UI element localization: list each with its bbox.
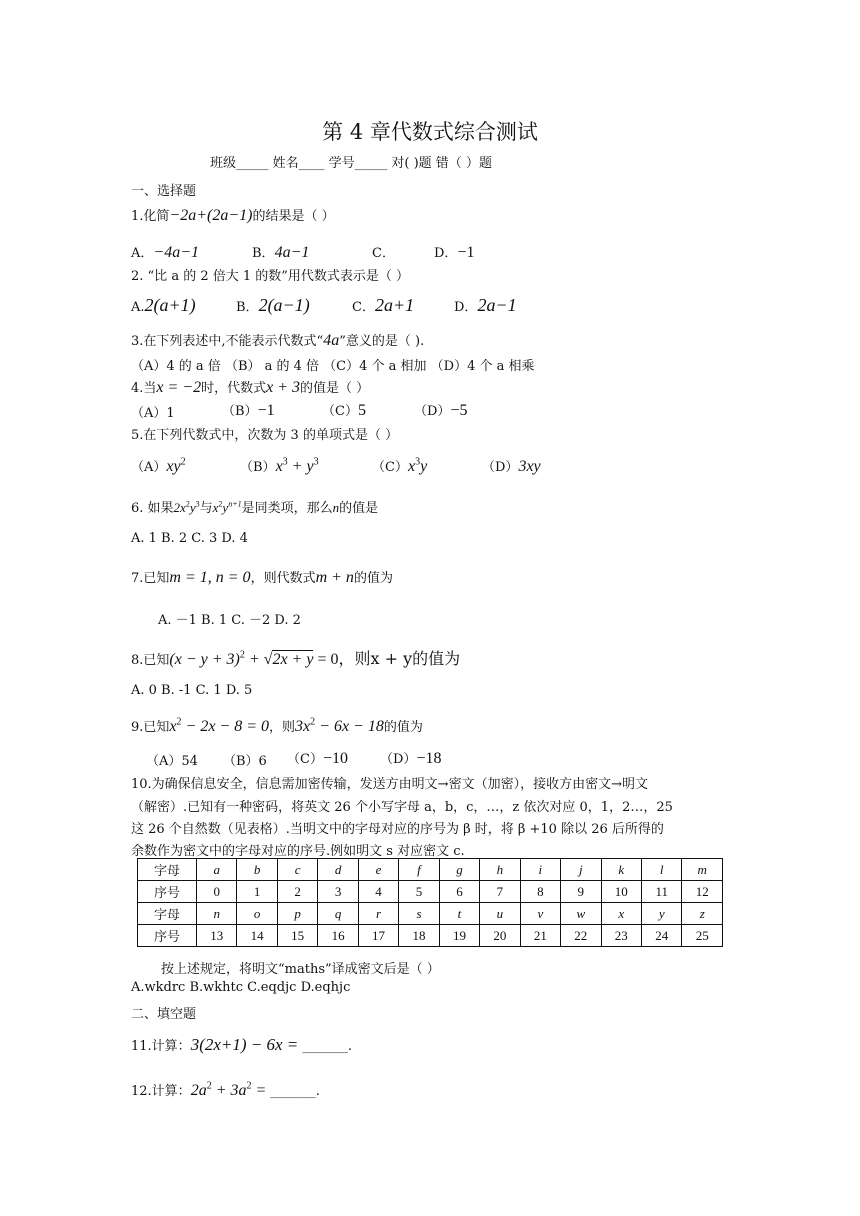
q4-option-b-wrap: [222, 400, 275, 420]
table-cell: 14: [237, 925, 277, 947]
table-cell: k: [601, 859, 641, 881]
q7-stem: 7.已知: [131, 571, 170, 586]
question-7: [131, 567, 393, 587]
q2-option-a-label: A.: [131, 300, 145, 315]
q1-option-a-label: A．: [131, 246, 154, 261]
table-cell: 19: [439, 925, 479, 947]
header-info-line: 班级_____ 姓名____ 学号_____ 对( )题 错（ ）题: [210, 156, 492, 171]
q5-option-b: $x^3 + y^3$: [275, 456, 319, 475]
q5-option-a-wrap: [131, 456, 186, 476]
q5-option-d-label: （D）: [482, 460, 519, 475]
section-heading-choice: 一、选择题: [131, 184, 197, 199]
q2-option-b: 2(a−1): [258, 295, 310, 315]
question-5: 5.在下列代数式中，次数为 3 的单项式是（ ）: [131, 428, 399, 443]
q10-options: A.wkdrc B.wkhtc C.eqdjc D.eqhjc: [131, 980, 351, 995]
table-row-label: 字母: [138, 859, 197, 881]
table-cell: 25: [682, 925, 723, 947]
q7-tail: 的值为: [353, 571, 393, 586]
q7-expression-2: m + n: [315, 569, 354, 586]
q3-options: （A）4 的 a 倍 （B） a 的 4 倍 （C）4 个 a 相加 （D）4 个 a 相乘: [131, 359, 535, 374]
table-cell: 0: [197, 881, 237, 903]
q1-option-b: 4a−1: [274, 244, 310, 261]
q2-option-d-label: D．: [454, 300, 478, 315]
q1-option-b-wrap: [252, 242, 309, 262]
table-cell: y: [641, 903, 681, 925]
table-row-label: 字母: [138, 903, 197, 925]
table-cell: o: [237, 903, 277, 925]
q2-option-a-wrap: [131, 295, 196, 316]
table-cell: 15: [277, 925, 317, 947]
q2-option-b-label: B．: [236, 300, 259, 315]
q1-option-d-wrap: [434, 242, 474, 262]
table-cell: 24: [641, 925, 681, 947]
q5-option-b-wrap: [240, 456, 319, 476]
q1-options: [131, 242, 199, 262]
q5-option-c-wrap: [372, 456, 427, 476]
q1-option-c-label: C．: [372, 246, 395, 261]
table-cell: 22: [561, 925, 601, 947]
q7-mid: ，则代数式: [250, 571, 316, 586]
q10-question: 按上述规定，将明文“maths”译成密文后是（ ）: [161, 962, 440, 977]
table-cell: 3: [318, 881, 358, 903]
q7-options: A. －1 B. 1 C. －2 D. 2: [158, 613, 301, 628]
q12-stem: 12.计算：: [131, 1084, 191, 1099]
table-cell: 20: [480, 925, 520, 947]
q9-option-a: （A）54: [146, 754, 198, 769]
q5-option-d: 3xy: [518, 458, 541, 475]
q8-stem: 8.已知: [131, 653, 170, 668]
q6-end: 的值是: [339, 501, 379, 516]
q4-mid: 时，代数式: [201, 381, 267, 396]
table-row: [138, 925, 723, 947]
table-cell: f: [399, 859, 439, 881]
q4-option-c: 5: [357, 402, 366, 419]
question-8: [131, 646, 460, 669]
table-cell: j: [561, 859, 601, 881]
q1-tail: 的结果是（ ）: [252, 209, 335, 224]
q10-line-2: （解密）.已知有一种密码，将英文 26 个小写字母 a，b，c，…，z 依次对应 0，1，2…，25: [131, 800, 673, 815]
q5-option-a: $xy^2$: [166, 456, 186, 475]
table-cell: l: [641, 859, 681, 881]
q6-options: A. 1 B. 2 C. 3 D. 4: [131, 531, 248, 546]
table-cell: n: [197, 903, 237, 925]
q5-option-c: $x^3y$: [407, 456, 428, 475]
table-cell: 12: [682, 881, 723, 903]
question-12: [131, 1080, 320, 1100]
q9-option-b: （B）6: [223, 754, 267, 769]
table-cell: h: [480, 859, 520, 881]
section-heading-fill: 二、填空题: [131, 1007, 197, 1022]
q6-tail: 是同类项，那么: [241, 501, 333, 516]
question-3: [131, 330, 424, 350]
table-cell: u: [480, 903, 520, 925]
q8-options: A. 0 B. -1 C. 1 D. 5: [131, 683, 253, 698]
q11-expression: 3(2x+1) − 6x =: [190, 1035, 299, 1054]
q5-option-d-wrap: [482, 456, 541, 476]
table-cell: 21: [520, 925, 560, 947]
q4-option-a: （A）1: [131, 406, 175, 421]
q6-stem: 6. 如果: [131, 501, 174, 516]
q2-option-c-label: C．: [352, 300, 375, 315]
question-11: [131, 1035, 352, 1055]
table-cell: t: [439, 903, 479, 925]
q2-option-d: 2a−1: [477, 295, 517, 315]
q4-option-d-wrap: [414, 400, 467, 420]
table-cell: v: [520, 903, 560, 925]
table-cell: 17: [358, 925, 398, 947]
q12-answer-blank[interactable]: _______.: [270, 1084, 320, 1099]
q2-option-b-wrap: [236, 295, 310, 316]
q9-expression-2: $3x^2$: [295, 716, 316, 735]
q8-tail: ，则x + y的值为: [338, 649, 461, 668]
q4-option-d-label: （D）: [414, 404, 451, 419]
table-cell: 1: [237, 881, 277, 903]
q9-expression: $x^2$: [169, 716, 182, 735]
q3-expression: 4a: [323, 332, 340, 349]
question-2: 2. “比 a 的 2 倍大 1 的数”用代数式表示是（ ）: [131, 269, 410, 284]
q11-answer-blank[interactable]: _______.: [302, 1039, 353, 1054]
table-row: [138, 881, 723, 903]
q9-option-d-label: （D）: [380, 752, 417, 767]
q4-option-b: −1: [257, 402, 275, 419]
table-cell: 2: [277, 881, 317, 903]
q6-mid: 与: [199, 501, 213, 516]
q9-option-c-wrap: [287, 748, 348, 768]
table-cell: g: [439, 859, 479, 881]
q8-expression-end: = 0: [317, 651, 339, 668]
table-cell: 7: [480, 881, 520, 903]
q10-line-3: 这 26 个自然数（见表格）.当明文中的字母对应的序号为 β 时，将 β +10 除以 26 后所得的: [131, 822, 664, 837]
table-row: [138, 859, 723, 881]
q4-expression-2: x + 3: [266, 379, 301, 396]
q3-tail: ”意义的是（ ).: [339, 334, 425, 349]
q4-expression: x = −2: [156, 379, 202, 396]
q5-option-c-label: （C）: [372, 460, 408, 475]
table-row-label: 序号: [138, 881, 197, 903]
q9-expression-end: − 2x − 8 = 0: [185, 718, 270, 735]
q2-option-a: 2(a+1): [144, 295, 196, 315]
q5-option-b-label: （B）: [240, 460, 276, 475]
q9-option-c: −10: [322, 750, 348, 767]
table-cell: 23: [601, 925, 641, 947]
table-cell: i: [520, 859, 560, 881]
question-4: [131, 377, 369, 397]
table-cell: 10: [601, 881, 641, 903]
q3-stem: 3.在下列表述中,不能表示代数式“: [131, 334, 324, 349]
q1-option-b-label: B．: [252, 246, 275, 261]
table-cell: d: [318, 859, 358, 881]
q4-option-c-label: （C）: [322, 404, 358, 419]
page-title: 第 4 章代数式综合测试: [322, 120, 538, 144]
q4-option-d: −5: [450, 402, 468, 419]
table-cell: 9: [561, 881, 601, 903]
q4-option-c-wrap: [322, 400, 366, 420]
q9-option-d-wrap: [380, 748, 441, 768]
q6-term-2: $x^2y^{n+1}$: [212, 499, 242, 515]
question-1: [131, 205, 335, 225]
q8-expression: $(x - y + 3)^2 + √2x + y$: [169, 649, 314, 668]
table-cell: m: [682, 859, 723, 881]
q9-mid: ，则: [269, 720, 296, 735]
table-cell: 11: [641, 881, 681, 903]
q11-stem: 11.计算：: [131, 1039, 191, 1054]
q2-option-d-wrap: [454, 295, 517, 316]
q9-option-d: −18: [416, 750, 442, 767]
q9-stem: 9.已知: [131, 720, 170, 735]
table-cell: r: [358, 903, 398, 925]
table-cell: 8: [520, 881, 560, 903]
table-cell: e: [358, 859, 398, 881]
q1-stem: 1.化简: [131, 209, 170, 224]
q6-term-1: $2x^2y^3$: [173, 499, 200, 515]
q4-option-b-label: （B）: [222, 404, 258, 419]
q1-option-a: −4a−1: [153, 244, 199, 261]
q9-option-c-label: （C）: [287, 752, 323, 767]
table-cell: 13: [197, 925, 237, 947]
table-cell: 18: [399, 925, 439, 947]
q6-variable: n: [332, 500, 340, 515]
q12-expression: $2a^2 + 3a^2$ =: [190, 1080, 271, 1099]
question-6: [131, 497, 378, 516]
table-cell: x: [601, 903, 641, 925]
table-row-label: 序号: [138, 925, 197, 947]
q2-option-c-wrap: [352, 295, 414, 316]
q1-option-c-wrap: [372, 242, 395, 261]
q5-option-a-label: （A）: [131, 460, 167, 475]
table-cell: s: [399, 903, 439, 925]
table-cell: w: [561, 903, 601, 925]
q1-expression: −2a+(2a−1): [169, 207, 253, 224]
q2-option-c: 2a+1: [374, 295, 415, 315]
table-cell: 4: [358, 881, 398, 903]
q4-tail: 的值是（ ）: [300, 381, 370, 396]
table-cell: 6: [439, 881, 479, 903]
q1-option-d-label: D．: [434, 246, 458, 261]
q9-tail: 的值为: [383, 720, 423, 735]
table-cell: p: [277, 903, 317, 925]
q7-expression: m = 1, n = 0: [169, 569, 251, 586]
table-cell: q: [318, 903, 358, 925]
q4-stem: 4.当: [131, 381, 157, 396]
q10-line-4: 余数作为密文中的字母对应的序号.例如明文 s 对应密文 c.: [131, 844, 465, 859]
cipher-table: [137, 858, 723, 947]
table-row: [138, 903, 723, 925]
q1-option-d: −1: [457, 244, 475, 261]
table-cell: a: [197, 859, 237, 881]
question-9: [131, 716, 423, 736]
table-cell: 16: [318, 925, 358, 947]
table-cell: z: [682, 903, 723, 925]
table-cell: b: [237, 859, 277, 881]
q10-line-1: 10.为确保信息安全，信息需加密传输，发送方由明文→密文（加密），接收方由密文→明文: [131, 777, 648, 792]
table-cell: 5: [399, 881, 439, 903]
table-cell: c: [277, 859, 317, 881]
q9-expression-2-end: − 6x − 18: [319, 718, 384, 735]
